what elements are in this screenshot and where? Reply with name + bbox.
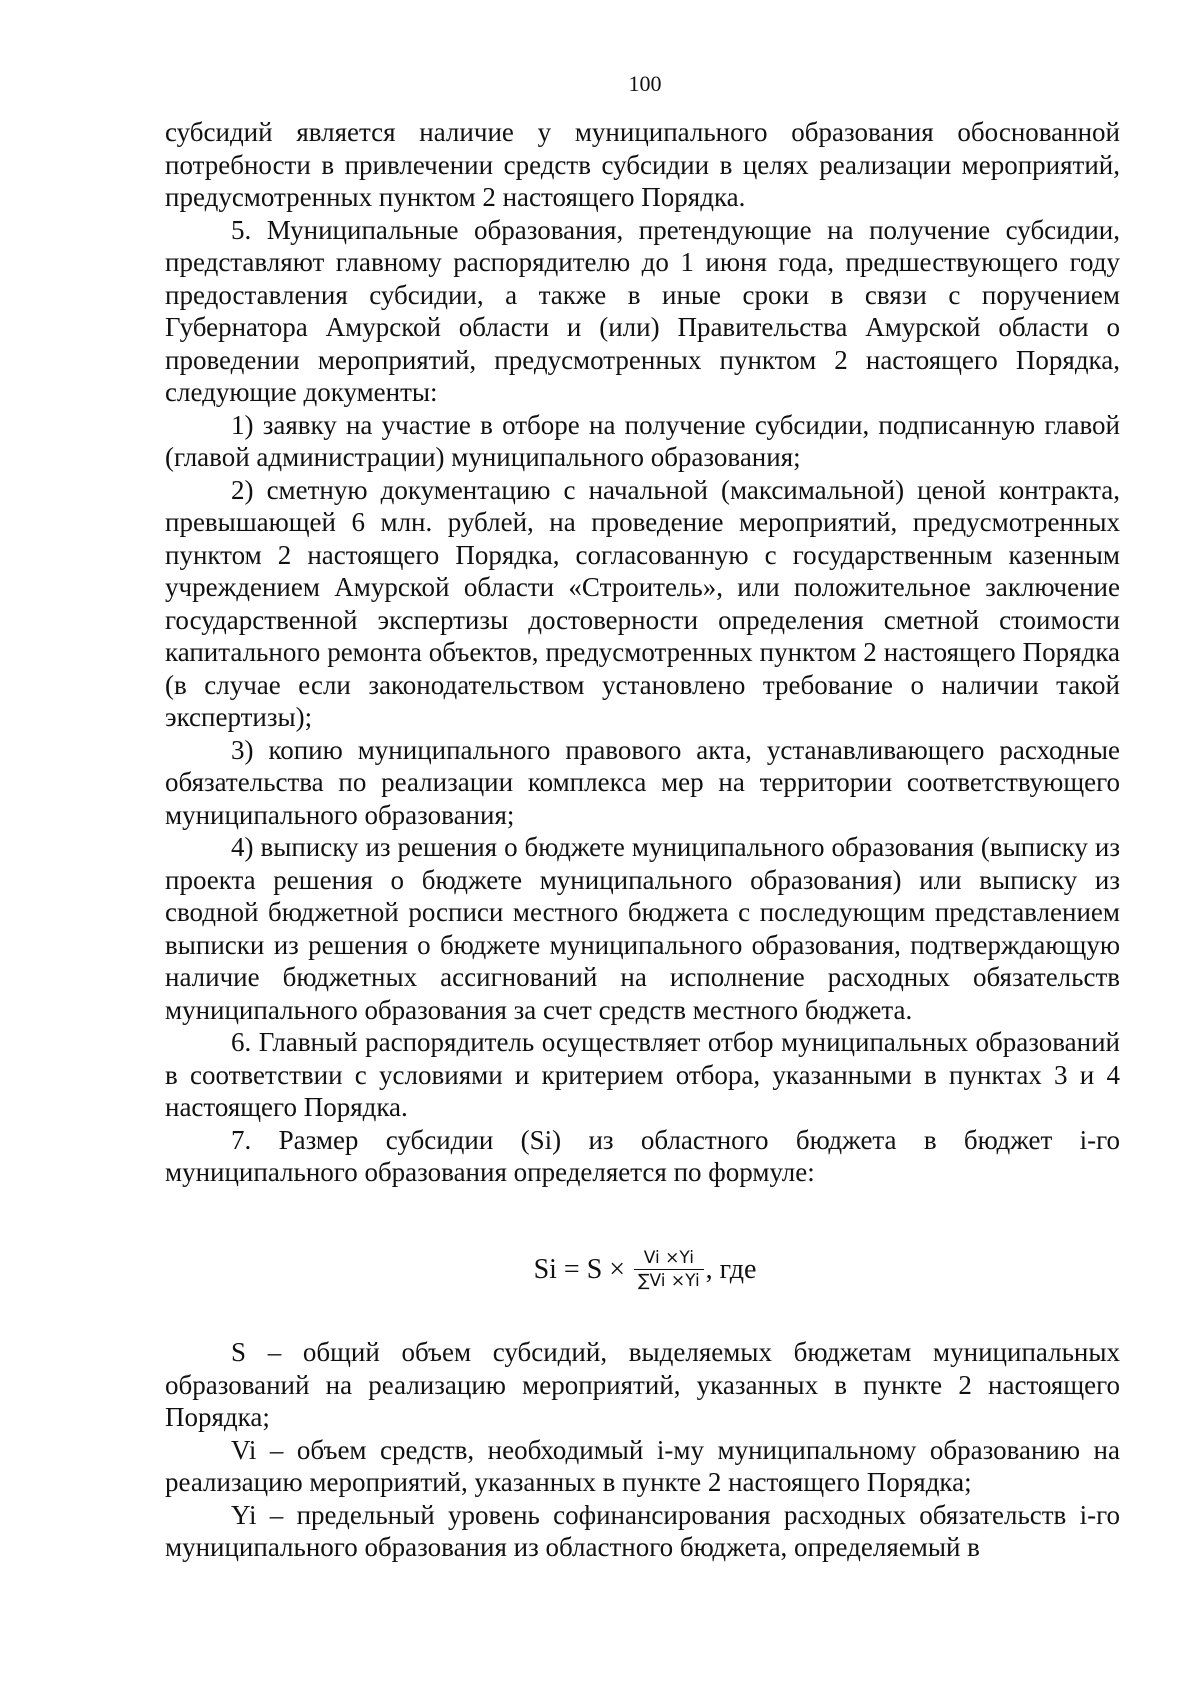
paragraph-continuation: субсидий является наличие у муниципального образования обоснованной потребности в привлечении средств субсидии в целях реализации мероприятий, предусмотренных пунктом 2 настоящего Порядка. (165, 117, 1120, 212)
formula-fraction (634, 1248, 704, 1291)
paragraph-subitem-1: 1) заявку на участие в отборе на получение субсидии, подписанную главой (главой администрации) муниципального образования; (165, 409, 1120, 472)
formula-tail: , где (705, 1253, 757, 1285)
formula-numerator: Vi ×Yi (634, 1248, 704, 1270)
paragraph-item-6: 6. Главный распорядитель осуществляет отбор муниципальных образований в соответствии с условиями и критерием отбора, указанными в пунктах 3 и 4 настоящего Порядка. (165, 1027, 1120, 1122)
formula-definitions (165, 1336, 1120, 1564)
definition-yi: Yi – предельный уровень софинансирования расходных обязательств i-го муниципального образования из областного бюджета, определяемый в (165, 1499, 1120, 1562)
document-body (165, 116, 1120, 1189)
definition-vi: Vi – объем средств, необходимый i-му муниципальному образованию на реализацию мероприятий, указанных в пункте 2 настоящего Порядка; (165, 1434, 1120, 1497)
paragraph-item-5: 5. Муниципальные образования, претендующие на получение субсидии, представляют главному распорядителю до 1 июня года, предшествующего году предоставления субсидии, а также в иные сроки в связи с поручением Губернатора Амурской области и (или) Правительства Амурской области о проведении мероприятий, предусмотренных пунктом 2 настоящего Порядка, следующие документы: (165, 214, 1120, 407)
subsidy-formula (0, 1248, 1200, 1291)
page-number: 100 (628, 71, 662, 96)
paragraph-subitem-3: 3) копию муниципального правового акта, устанавливающего расходные обязательства по реализации комплекса мер на территории соответствующего муниципального образования; (165, 734, 1120, 830)
definition-s: S – общий объем субсидий, выделяемых бюджетам муниципальных образований на реализацию мероприятий, указанных в пункте 2 настоящего Порядка; (165, 1337, 1120, 1432)
formula-denominator: ∑Vi ×Yi (638, 1271, 700, 1291)
paragraph-subitem-4: 4) выписку из решения о бюджете муниципального образования (выписку из проекта решения о бюджете муниципального образования) или выписку из сводной бюджетной росписи местного бюджета с последующим представлением выписки из решения о бюджете муниципального образования, подтверждающую наличие бюджетных ассигнований на исполнение расходных обязательств муниципального образования за счет средств местного бюджета. (165, 832, 1120, 1025)
paragraph-subitem-2: 2) сметную документацию с начальной (максимальной) ценой контракта, превышающей 6 млн. рублей, на проведение мероприятий, предусмотренных пунктом 2 настоящего Порядка, согласованную с государственным казенным учреждением Амурской области «Строитель», или положительное заключение государственной экспертизы достоверности определения сметной стоимости капитального ремонта объектов, предусмотренных пунктом 2 настоящего Порядка (в случае если законодательством установлено требование о наличии такой экспертизы); (165, 474, 1120, 732)
formula-lhs: Si = S × (533, 1253, 626, 1285)
paragraph-item-7: 7. Размер субсидии (Si) из областного бюджета в бюджет i-го муниципального образования определяется по формуле: (165, 1124, 1120, 1187)
